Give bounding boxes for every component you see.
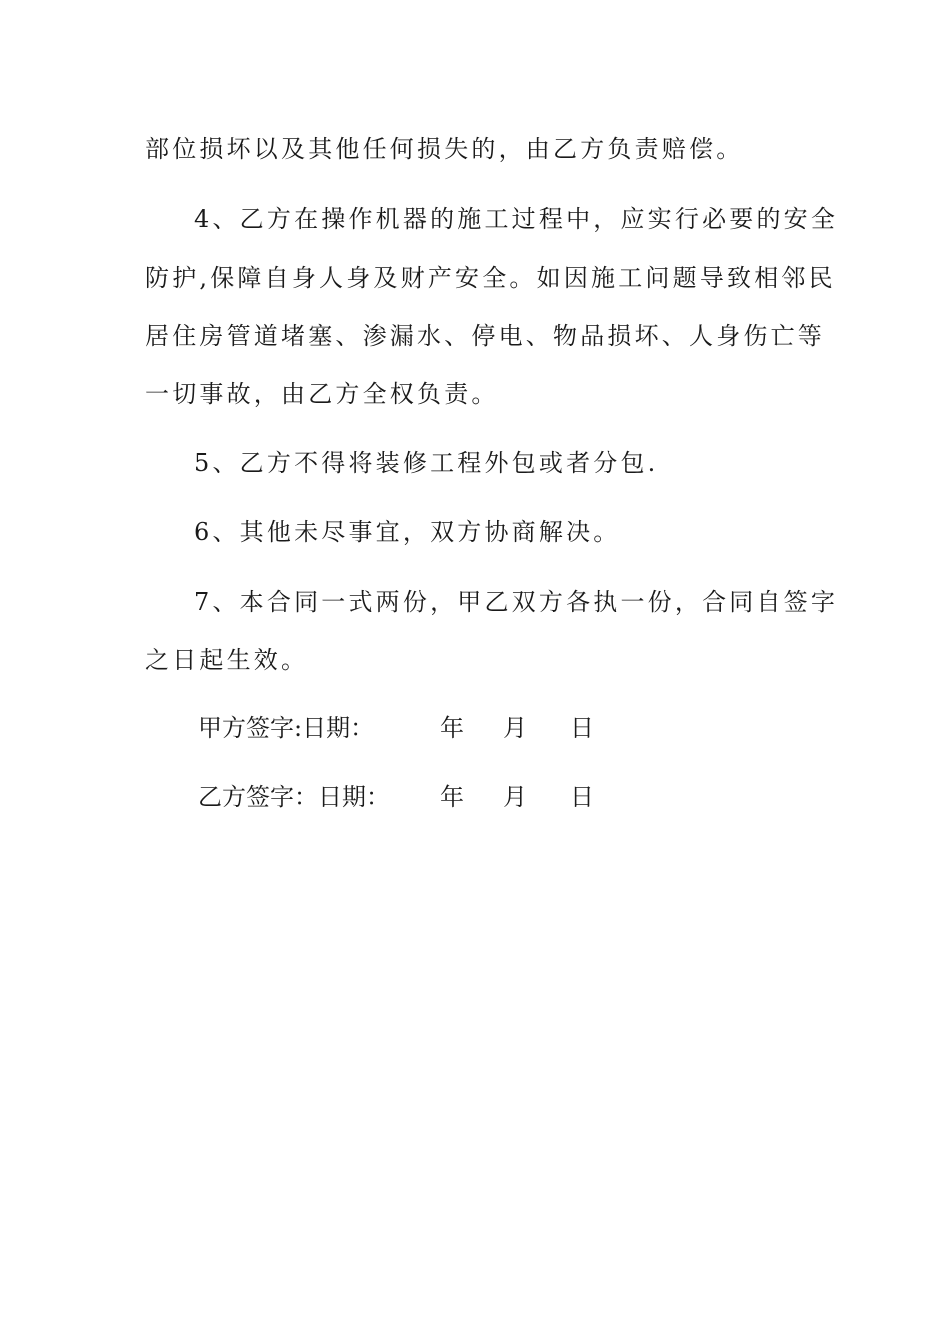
clause-4-line-3: 居住房管道堵塞、渗漏水、停电、物品损坏、人身伤亡等 (145, 322, 825, 350)
party-a-signature-label: 甲方签字:日期： (198, 714, 375, 742)
clause-3-continuation: 部位损坏以及其他任何损失的，由乙方负责赔偿。 (145, 135, 744, 163)
party-b-year: 年 (440, 783, 464, 811)
clause-4-line-2: 防护,保障自身人身及财产安全。如因施工问题导致相邻民 (145, 264, 836, 292)
clause-7-line-1: 7、本合同一式两份，甲乙双方各执一份，合同自签字 (194, 588, 839, 616)
party-a-day: 日 (570, 714, 594, 742)
clause-4-line-1: 4、乙方在操作机器的施工过程中，应实行必要的安全 (194, 205, 839, 233)
party-a-month: 月 (503, 714, 527, 742)
clause-5: 5、乙方不得将装修工程外包或者分包. (194, 449, 659, 477)
party-b-day: 日 (570, 783, 594, 811)
clause-7-line-2: 之日起生效。 (145, 646, 309, 674)
clause-6: 6、其他未尽事宜，双方协商解决。 (194, 518, 621, 546)
clause-4-line-4: 一切事故，由乙方全权负责。 (145, 380, 499, 408)
party-a-year: 年 (440, 714, 464, 742)
party-b-signature-label: 乙方签字：日期： (198, 783, 390, 811)
party-b-month: 月 (503, 783, 527, 811)
